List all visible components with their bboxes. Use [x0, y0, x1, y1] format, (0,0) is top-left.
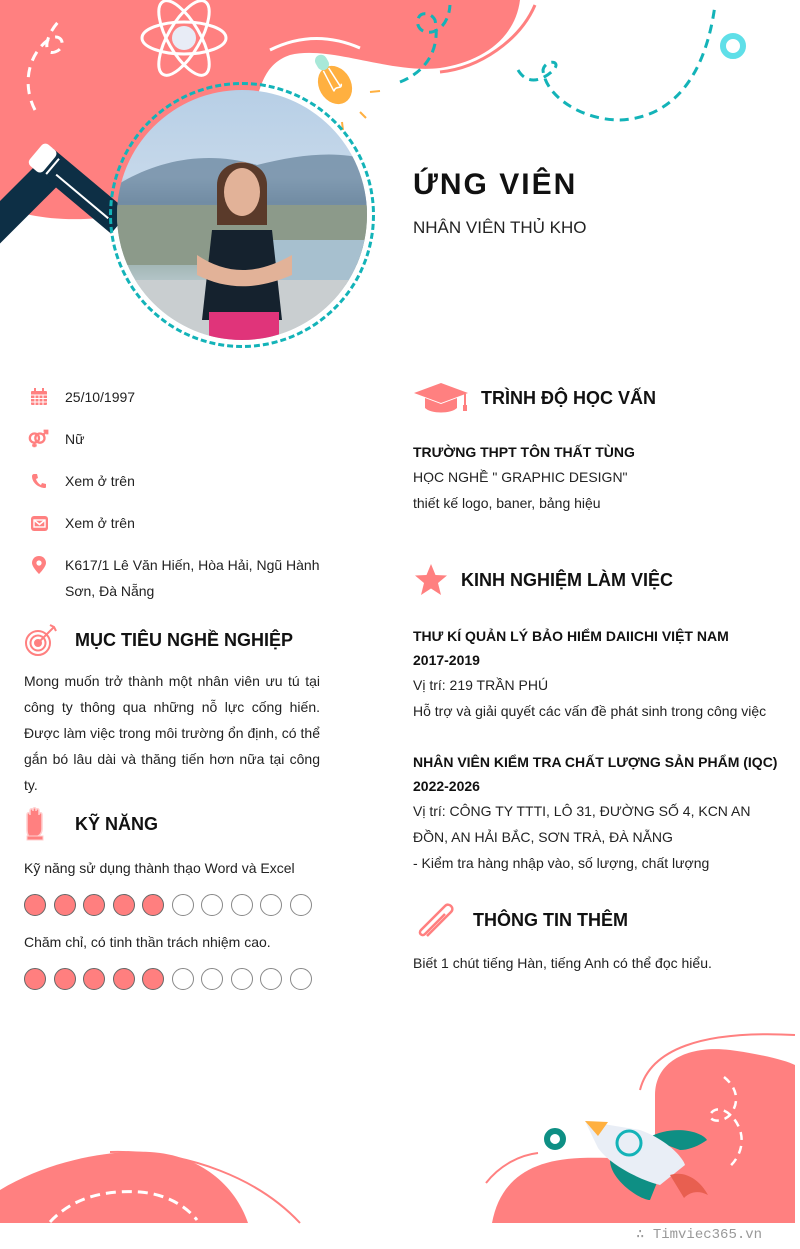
contact-email: [28, 510, 328, 536]
address-value: K617/1 Lê Văn Hiến, Hòa Hải, Ngũ Hành Sơn, Đà Nẵng: [65, 557, 320, 599]
rating-dot-filled: [142, 968, 164, 990]
major: HỌC NGHỀ " GRAPHIC DESIGN": [413, 469, 628, 485]
rating-dot-filled: [142, 894, 164, 916]
skill-rating: [24, 968, 324, 990]
phone-icon: [28, 468, 50, 494]
education-description: thiết kế logo, baner, bảng hiệu: [413, 495, 601, 511]
experience-title: KINH NGHIỆM LÀM VIỆC: [461, 569, 674, 590]
rating-dot-filled: [83, 894, 105, 916]
job-description: - Kiểm tra hàng nhập vào, số lượng, chất lượng: [413, 855, 710, 871]
teal-ring-icon: [723, 36, 743, 56]
rating-dot-empty: [201, 968, 223, 990]
job-position: Vị trí: CÔNG TY TTTI, LÔ 31, ĐƯỜNG SỐ 4, KCN AN ĐỒN, AN HẢI BẮC, SƠN TRÀ, ĐÀ NẴNG: [413, 803, 751, 845]
job-position: Vị trí: 219 TRẦN PHÚ: [413, 677, 549, 693]
paperclip-icon: [413, 898, 457, 942]
graduation-cap-icon: [413, 381, 469, 415]
email-value: Xem ở trên: [65, 515, 135, 531]
job-company: THƯ KÍ QUẢN LÝ BẢO HIỂM DAIICHI VIỆT NAM: [413, 628, 729, 644]
additional-info-title: THÔNG TIN THÊM: [473, 909, 628, 930]
rating-dot-empty: [231, 968, 253, 990]
skills-section: [24, 804, 324, 990]
skill-name: Kỹ năng sử dụng thành thạo Word và Excel: [24, 860, 295, 876]
job-period: 2022-2026: [413, 778, 480, 794]
rating-dot-filled: [24, 968, 46, 990]
gender-icon: [28, 426, 50, 452]
rating-dot-empty: [231, 894, 253, 916]
education-title: TRÌNH ĐỘ HỌC VẤN: [481, 387, 656, 408]
skill-name: Chăm chỉ, có tinh thần trách nhiệm cao.: [24, 934, 271, 950]
birthday-value: 25/10/1997: [65, 389, 136, 405]
teal-ring-icon: [547, 1131, 563, 1147]
location-icon: [28, 552, 50, 578]
experience-section: [413, 560, 783, 876]
job-entry: [413, 624, 783, 724]
career-goal-title: MỤC TIÊU NGHỀ NGHIỆP: [75, 629, 294, 650]
contact-gender: [28, 426, 328, 452]
rating-dot-empty: [260, 968, 282, 990]
rating-dot-filled: [54, 968, 76, 990]
rating-dot-empty: [290, 968, 312, 990]
hand-icon: [24, 807, 52, 841]
rating-dot-empty: [172, 894, 194, 916]
rating-dot-filled: [113, 894, 135, 916]
calendar-icon: [28, 384, 50, 410]
job-title: NHÂN VIÊN THỦ KHO: [413, 218, 587, 237]
rocket-icon: [585, 1121, 708, 1200]
career-goal-text: Mong muốn trở thành một nhân viên ưu tú tại công ty thông qua những nỗ lực cống hiến. Được làm việc trong môi trường ổn định, có thể gắn bó lâu dài và thăng tiến hơn nữa tại công ty.: [24, 673, 320, 793]
job-description: Hỗ trợ và giải quyết các vấn đề phát sinh trong công việc: [413, 703, 767, 719]
contact-list: [28, 384, 328, 620]
job-period: 2017-2019: [413, 652, 480, 668]
rating-dot-empty: [201, 894, 223, 916]
job-entry: [413, 750, 783, 876]
contact-birthday: [28, 384, 328, 410]
school-name: TRƯỜNG THPT TÔN THẤT TÙNG: [413, 444, 635, 460]
education-section: [413, 378, 783, 516]
additional-info-text: Biết 1 chút tiếng Hàn, tiếng Anh có thể đọc hiểu.: [413, 955, 712, 971]
additional-info-section: [413, 900, 783, 976]
skill-rating: [24, 894, 324, 916]
rating-dot-filled: [24, 894, 46, 916]
phone-value: Xem ở trên: [65, 473, 135, 489]
rating-dot-empty: [172, 968, 194, 990]
rating-dot-filled: [113, 968, 135, 990]
avatar-photo: [117, 90, 367, 340]
skills-title: KỸ NĂNG: [75, 813, 159, 834]
gender-value: Nữ: [65, 431, 85, 447]
star-icon: [413, 562, 449, 598]
rating-dot-filled: [54, 894, 76, 916]
job-company: NHÂN VIÊN KIỂM TRA CHẤT LƯỢNG SẢN PHẨM (IQC): [413, 754, 778, 770]
candidate-name: ỨNG VIÊN: [413, 168, 578, 201]
rating-dot-filled: [83, 968, 105, 990]
footer-brand: ∴ Timviec365.vn: [636, 1227, 763, 1243]
career-goal-section: [24, 620, 320, 798]
rating-dot-empty: [260, 894, 282, 916]
email-icon: [28, 510, 50, 536]
contact-phone: [28, 468, 328, 494]
target-icon: [24, 623, 58, 657]
contact-address: [28, 552, 328, 604]
rating-dot-empty: [290, 894, 312, 916]
